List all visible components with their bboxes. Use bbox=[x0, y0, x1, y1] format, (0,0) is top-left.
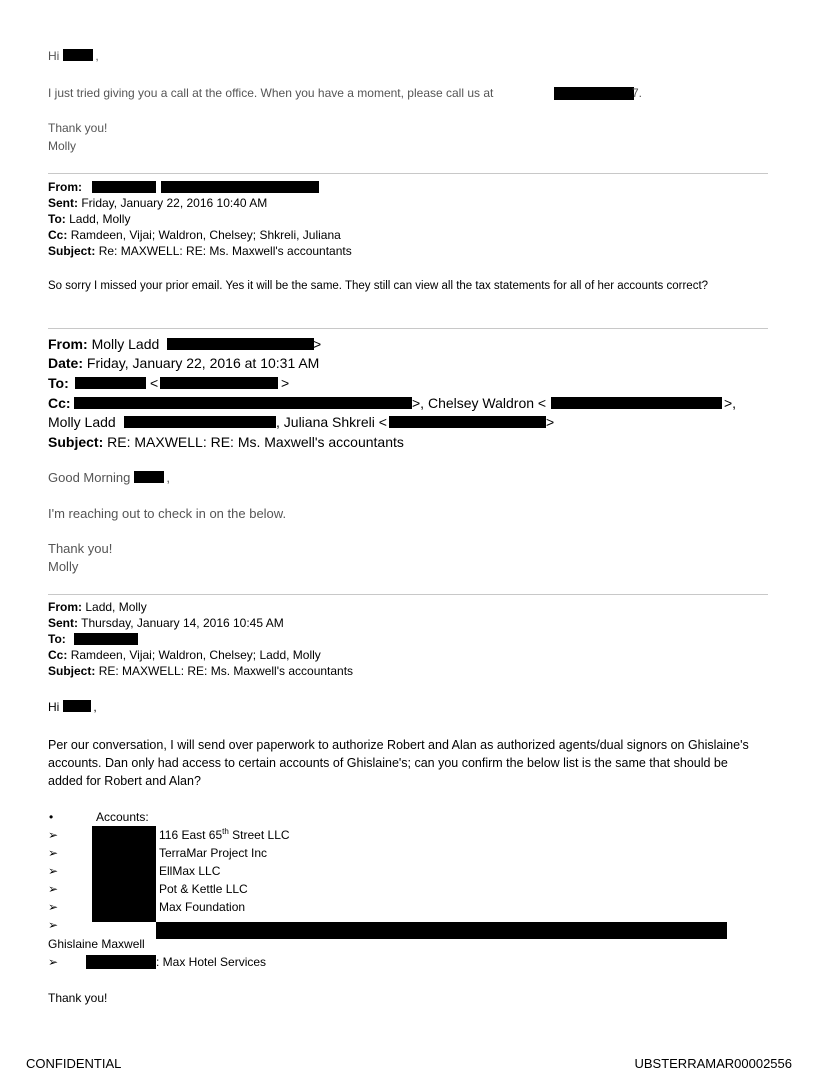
cc-label: Cc: bbox=[48, 395, 71, 411]
redaction-bar bbox=[551, 397, 722, 409]
redaction-bar bbox=[389, 416, 546, 428]
divider bbox=[48, 594, 768, 595]
email2-greeting bbox=[48, 470, 170, 485]
account-item: Max Foundation bbox=[159, 900, 246, 914]
to-label: To: bbox=[48, 632, 66, 646]
sent-value: Friday, January 22, 2016 10:40 AM bbox=[81, 196, 268, 210]
redaction-bar bbox=[554, 87, 634, 100]
arrow-bullet-icon: ➢ bbox=[48, 918, 59, 932]
email1-greeting bbox=[48, 49, 99, 63]
account-item: TerraMar Project Inc bbox=[159, 846, 268, 860]
arrow-bullet-icon: ➢ bbox=[48, 955, 59, 969]
arrow-bullet-icon: ➢ bbox=[48, 900, 59, 914]
header1-cc bbox=[48, 228, 341, 242]
email1-signature: Molly bbox=[48, 139, 77, 153]
header3-subject bbox=[48, 664, 353, 678]
arrow-bullet-icon: ➢ bbox=[48, 882, 59, 896]
account-item bbox=[159, 827, 290, 842]
greeting-text: Good Morning bbox=[48, 470, 131, 485]
email3-greeting bbox=[48, 700, 97, 714]
header2-subject bbox=[48, 434, 404, 450]
header3-sent bbox=[48, 616, 284, 630]
redaction-bar bbox=[74, 397, 412, 409]
redaction-bar bbox=[63, 49, 93, 61]
subject-label: Subject: bbox=[48, 244, 96, 258]
account-name: 116 East 65 bbox=[159, 828, 223, 842]
subject-label: Subject: bbox=[48, 434, 104, 450]
account-item: : Max Hotel Services bbox=[156, 955, 267, 969]
header3-from bbox=[48, 600, 147, 614]
cc-line2-b: , Juliana Shkreli < bbox=[276, 414, 387, 430]
redaction-bar bbox=[92, 181, 156, 193]
redaction-bar bbox=[161, 181, 319, 193]
bullet-icon: • bbox=[49, 810, 54, 824]
cc-label: Cc: bbox=[48, 648, 68, 662]
redaction-bar bbox=[134, 471, 164, 483]
redaction-bar bbox=[124, 416, 276, 428]
accounts-label: Accounts: bbox=[96, 810, 149, 824]
header3-to bbox=[48, 632, 66, 646]
date-value: Friday, January 22, 2016 at 10:31 AM bbox=[86, 355, 320, 371]
from-close: > bbox=[313, 336, 322, 352]
footer-confidential: CONFIDENTIAL bbox=[26, 1056, 122, 1071]
greeting-punct: , bbox=[95, 49, 99, 63]
greeting-text: Hi bbox=[48, 49, 60, 63]
to-label: To: bbox=[48, 212, 66, 226]
to-value: Ladd, Molly bbox=[69, 212, 131, 226]
arrow-bullet-icon: ➢ bbox=[48, 864, 59, 878]
reply1-body: So sorry I missed your prior email. Yes it will be the same. They still can view all the tax statements for all of her accounts correct? bbox=[48, 280, 709, 292]
redaction-bar bbox=[160, 377, 278, 389]
header2-from bbox=[48, 336, 159, 352]
to-close: > bbox=[281, 375, 290, 391]
subject-value: RE: MAXWELL: RE: Ms. Maxwell's accountants bbox=[107, 434, 404, 450]
email2-thanks: Thank you! bbox=[48, 541, 113, 556]
account-item: Pot & Kettle LLC bbox=[159, 882, 248, 896]
email3-thanks: Thank you! bbox=[48, 991, 108, 1005]
cc-line2-c: > bbox=[546, 414, 555, 430]
header1-to bbox=[48, 212, 130, 226]
header2-cc bbox=[48, 395, 71, 411]
redaction-bar bbox=[63, 700, 91, 712]
sent-value: Thursday, January 14, 2016 10:45 AM bbox=[81, 616, 284, 630]
cc-value: Ramdeen, Vijai; Waldron, Chelsey; Ladd, Molly bbox=[70, 648, 321, 662]
from-label: From: bbox=[48, 336, 88, 352]
sent-label: Sent: bbox=[48, 616, 78, 630]
footer-bates-number: UBSTERRAMAR00002556 bbox=[634, 1056, 792, 1071]
email1-body bbox=[48, 86, 493, 100]
header1-sent bbox=[48, 196, 267, 210]
redaction-bar bbox=[75, 377, 146, 389]
cc-value: Ramdeen, Vijai; Waldron, Chelsey; Shkreli, Juliana bbox=[70, 228, 341, 242]
from-label: From: bbox=[48, 180, 82, 194]
from-label: From: bbox=[48, 600, 82, 614]
email2-body: I'm reaching out to check in on the below. bbox=[48, 506, 287, 521]
wrapped-account-name: Ghislaine Maxwell bbox=[48, 937, 145, 951]
cc-part1: >, Chelsey Waldron < bbox=[412, 395, 547, 411]
to-label: To: bbox=[48, 375, 69, 391]
email3-body: Per our conversation, I will send over paperwork to authorize Robert and Alan as authorized agents/dual signors on Ghislaine's accounts. Dan only had access to certain accounts of Ghislaine's; can you confirm the below list is the same that should be added for Robert and Alan? bbox=[48, 738, 749, 788]
subject-value: Re: MAXWELL: RE: Ms. Maxwell's accountants bbox=[98, 244, 352, 258]
header1-from bbox=[48, 180, 82, 194]
subject-label: Subject: bbox=[48, 664, 96, 678]
greeting-text: Hi bbox=[48, 700, 60, 714]
greeting-punct: , bbox=[93, 700, 97, 714]
cc-line2-a: Molly Ladd bbox=[48, 414, 116, 430]
date-label: Date: bbox=[48, 355, 84, 371]
cc-part2: >, bbox=[724, 395, 737, 411]
subject-value: RE: MAXWELL: RE: Ms. Maxwell's accountants bbox=[98, 664, 354, 678]
redaction-bar bbox=[156, 922, 727, 939]
from-value: Molly Ladd bbox=[91, 336, 160, 352]
email1-body-text: I just tried giving you a call at the office. When you have a moment, please call us at bbox=[48, 86, 494, 100]
email2-signature: Molly bbox=[48, 559, 79, 574]
header2-date bbox=[48, 355, 319, 371]
account-item: EllMax LLC bbox=[159, 864, 221, 878]
email1-body-end: 7. bbox=[632, 86, 643, 100]
header1-subject bbox=[48, 244, 352, 258]
redaction-bar bbox=[167, 338, 314, 350]
sent-label: Sent: bbox=[48, 196, 78, 210]
to-open: < bbox=[150, 375, 159, 391]
email1-thanks: Thank you! bbox=[48, 121, 108, 135]
redaction-bar bbox=[74, 633, 138, 645]
redaction-bar bbox=[86, 955, 156, 969]
header2-to bbox=[48, 375, 69, 391]
header3-cc bbox=[48, 648, 321, 662]
redaction-block bbox=[92, 826, 156, 922]
divider bbox=[48, 328, 768, 329]
account-sup: th bbox=[222, 827, 229, 836]
arrow-bullet-icon: ➢ bbox=[48, 828, 59, 842]
from-value: Ladd, Molly bbox=[85, 600, 147, 614]
divider bbox=[48, 173, 768, 174]
greeting-punct: , bbox=[166, 470, 171, 485]
arrow-bullet-icon: ➢ bbox=[48, 846, 59, 860]
cc-label: Cc: bbox=[48, 228, 68, 242]
account-name-rest: Street LLC bbox=[228, 828, 290, 842]
